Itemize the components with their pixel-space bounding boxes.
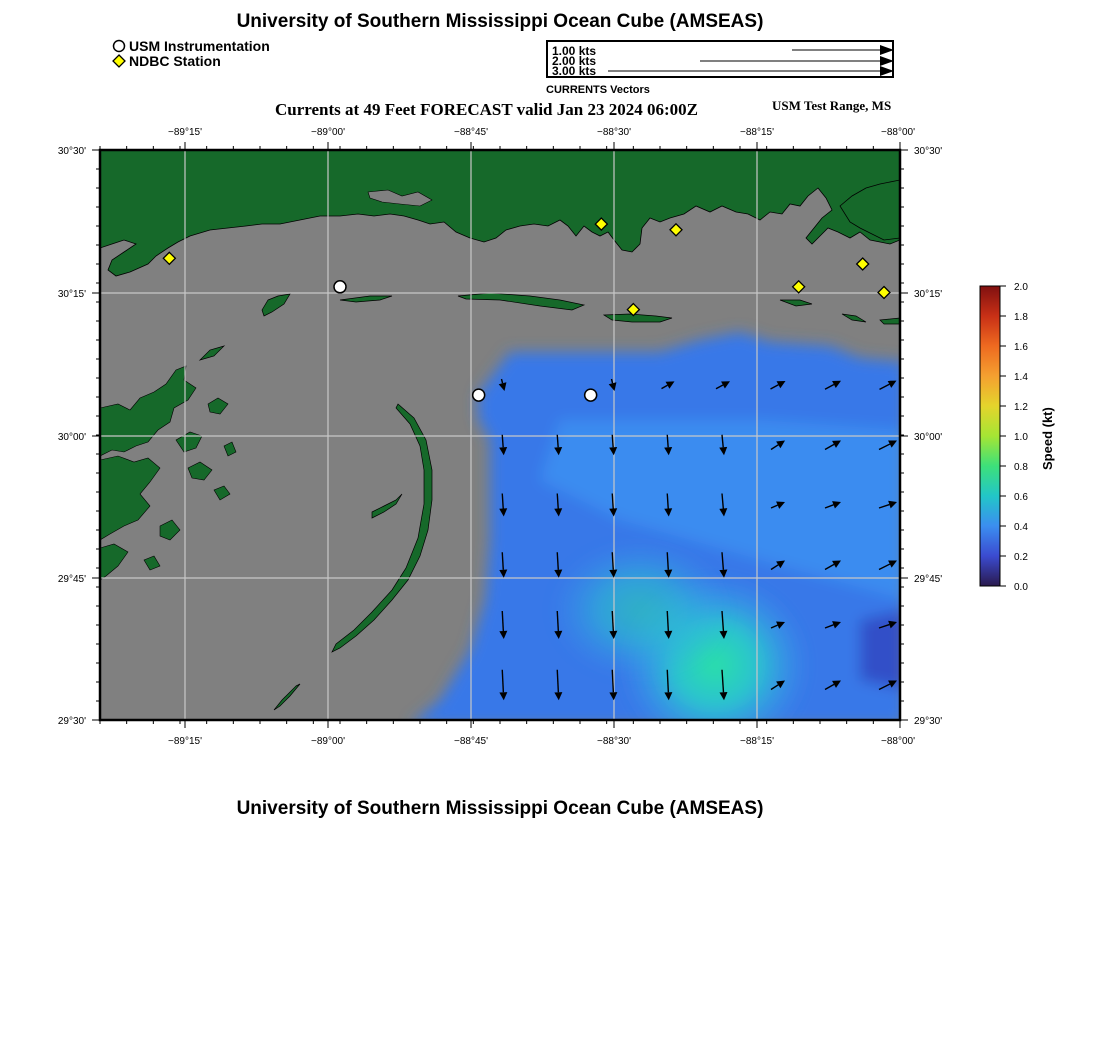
lon-label: −88°00' — [881, 736, 915, 747]
lon-labels-bottom — [168, 736, 915, 747]
vector-legend-row-1: 1.00 kts — [552, 44, 597, 58]
vector-legend-row-3: 3.00 kts — [552, 64, 597, 78]
usm-station-marker — [585, 389, 597, 401]
colorbar-tick-label: 1.2 — [1014, 402, 1028, 413]
lat-label: 30°00' — [914, 432, 943, 443]
lon-label: −89°00' — [311, 736, 345, 747]
vector-legend-row-2: 2.00 kts — [552, 54, 597, 68]
colorbar-tick-label: 0.0 — [1014, 582, 1028, 593]
legend-usm-label: USM Instrumentation — [129, 38, 270, 54]
lon-label: −88°30' — [597, 736, 631, 747]
lon-label: −89°15' — [168, 127, 202, 138]
lat-label: 29°45' — [914, 574, 943, 585]
range-label: USM Test Range, MS — [772, 98, 892, 113]
map-plot-area — [100, 150, 905, 755]
lat-label: 29°30' — [57, 716, 86, 727]
colorbar-tick-label: 1.4 — [1014, 372, 1028, 383]
lon-label: −88°30' — [597, 127, 631, 138]
map-title: University of Southern Mississippi Ocean Cube (AMSEAS) — [236, 11, 764, 32]
lat-labels-right — [914, 146, 942, 727]
lat-label: 29°45' — [57, 574, 86, 585]
colorbar-tick-label: 1.0 — [1014, 432, 1028, 443]
colorbar-ticks — [1000, 282, 1028, 593]
lat-label: 30°15' — [57, 289, 86, 300]
colorbar-tick-label: 1.6 — [1014, 342, 1028, 353]
footer-title: University of Southern Mississippi Ocean Cube (AMSEAS) — [236, 798, 764, 819]
usm-station-marker — [473, 389, 485, 401]
jet-west — [550, 540, 730, 680]
lon-label: −88°15' — [740, 127, 774, 138]
map-subtitle: Currents at 49 Feet FORECAST valid Jan 23 2024 06:00Z — [275, 100, 698, 119]
lat-labels-left — [58, 146, 86, 727]
usm-station-marker — [334, 281, 346, 293]
lon-label: −88°15' — [740, 736, 774, 747]
legend-ndbc-label: NDBC Station — [129, 53, 221, 69]
lat-label: 30°15' — [914, 289, 943, 300]
vector-legend-caption: CURRENTS Vectors — [546, 84, 650, 96]
colorbar-tick-label: 0.6 — [1014, 492, 1028, 503]
colorbar-tick-label: 0.2 — [1014, 552, 1028, 563]
lon-label: −89°00' — [311, 127, 345, 138]
lon-label: −88°45' — [454, 736, 488, 747]
lat-label: 29°30' — [914, 716, 943, 727]
lat-label: 30°30' — [914, 146, 943, 157]
colorbar-tick-label: 1.8 — [1014, 312, 1028, 323]
lon-labels-top — [168, 127, 915, 138]
lon-label: −89°15' — [168, 736, 202, 747]
colorbar-title: Speed (kt) — [1040, 407, 1055, 470]
lat-label: 30°30' — [57, 146, 86, 157]
colorbar-tick-label: 0.8 — [1014, 462, 1028, 473]
colorbar-tick-label: 0.4 — [1014, 522, 1028, 533]
lon-label: −88°00' — [881, 127, 915, 138]
colorbar-tick-label: 2.0 — [1014, 282, 1028, 293]
lon-label: −88°45' — [454, 127, 488, 138]
lat-label: 30°00' — [57, 432, 86, 443]
colorbar — [980, 286, 1000, 586]
